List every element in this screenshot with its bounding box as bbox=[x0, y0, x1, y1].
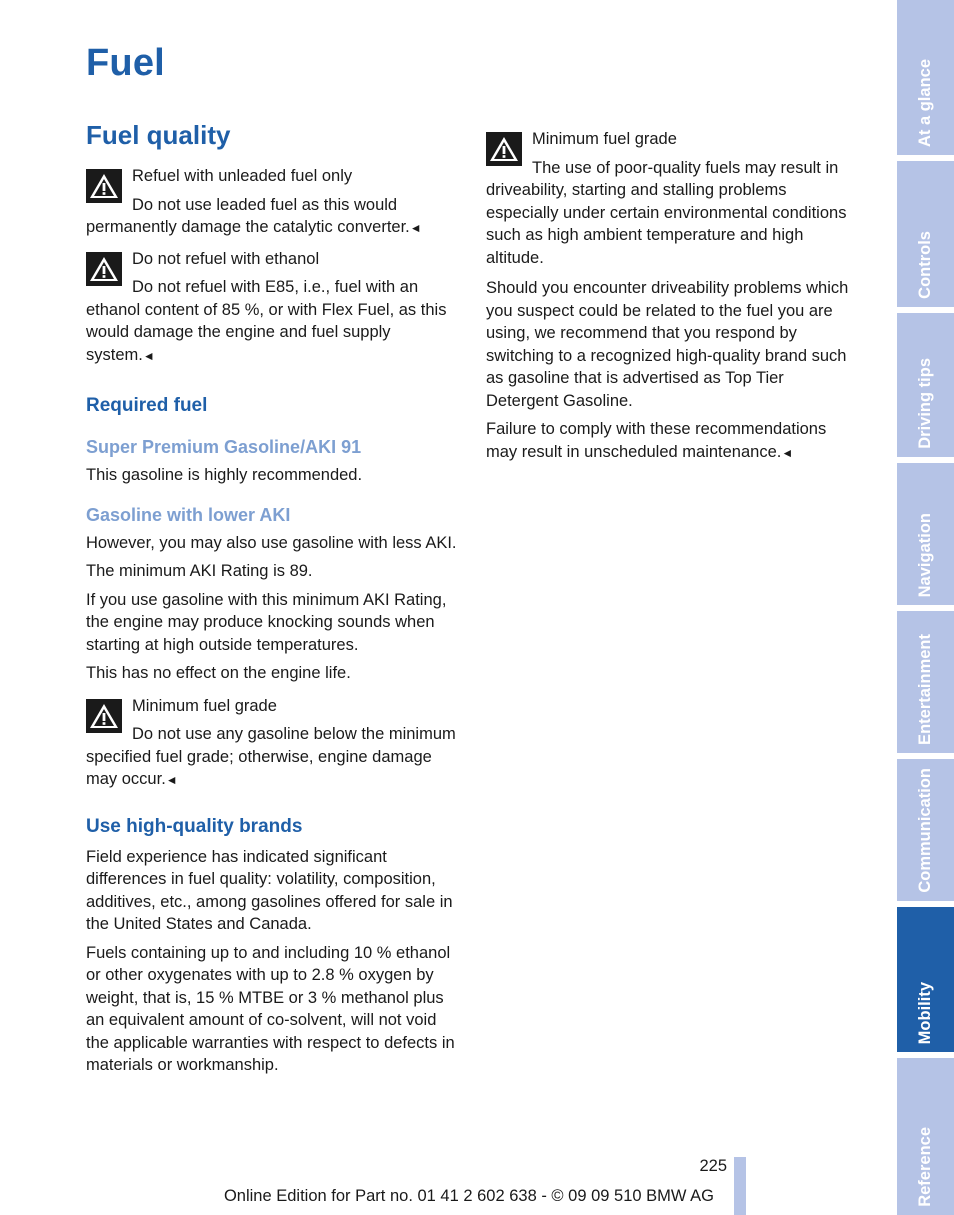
footer-edition: Online Edition for Part no. 01 41 2 602 638 - © 09 09 510 BMW AG bbox=[223, 1187, 714, 1205]
page-number: 225 bbox=[699, 1157, 727, 1175]
page-title: Fuel bbox=[86, 42, 165, 84]
paragraph: The minimum AKI Rating is 89. bbox=[86, 562, 313, 580]
heading-super-premium: Super Premium Gasoline/AKI 91 bbox=[86, 437, 362, 457]
tab-controls[interactable] bbox=[897, 161, 954, 307]
tab-label: Driving tips bbox=[916, 358, 934, 449]
tab-label: Mobility bbox=[916, 981, 934, 1044]
end-mark: ◄ bbox=[165, 773, 178, 787]
warning-body: Do not refuel with E85, i.e., fuel with an ethanol content of 85 %, or with Flex Fuel, as this would damage the engine and fuel supply system. bbox=[86, 278, 447, 364]
warning-body: Do not use leaded fuel as this would permanently damage the catalytic converter. bbox=[86, 195, 410, 236]
tab-driving-tips[interactable] bbox=[897, 313, 954, 457]
warning-title: Minimum fuel grade bbox=[532, 130, 677, 148]
page-number-bar bbox=[734, 1157, 746, 1215]
tab-entertainment[interactable] bbox=[897, 611, 954, 753]
tab-mobility[interactable] bbox=[897, 907, 954, 1052]
paragraph: If you use gasoline with this minimum AKI Rating, the engine may produce knocking sounds when starting at high outside temperatures. bbox=[86, 590, 447, 654]
warning-minimum-fuel-grade bbox=[86, 695, 458, 792]
warning-unleaded bbox=[86, 165, 458, 240]
tab-at-a-glance[interactable] bbox=[897, 0, 954, 155]
paragraph-text: Failure to comply with these recommendations may result in unscheduled maintenance. bbox=[486, 420, 827, 461]
tab-reference[interactable] bbox=[897, 1058, 954, 1215]
warning-triangle-icon bbox=[486, 132, 522, 166]
warning-triangle-icon bbox=[86, 169, 122, 203]
heading-required-fuel: Required fuel bbox=[86, 395, 208, 416]
paragraph bbox=[486, 418, 858, 464]
warning-triangle-icon bbox=[86, 699, 122, 733]
tab-communication[interactable] bbox=[897, 759, 954, 901]
warning-body: The use of poor-quality fuels may result in driveability, starting and stalling problems especially under certain environmental conditions such as high ambient temperature and high altitude. bbox=[486, 158, 847, 267]
end-mark: ◄ bbox=[409, 221, 422, 235]
warning-title: Do not refuel with ethanol bbox=[132, 249, 320, 268]
paragraph: Field experience has indicated significant differences in fuel quality: volatility, composition, additives, etc., among gasolines offered for sale in the United States and Canada. bbox=[86, 847, 453, 933]
warning-title: Minimum fuel grade bbox=[132, 696, 277, 715]
warning-poor-quality-fuels bbox=[486, 128, 858, 269]
tab-label: Reference bbox=[916, 1127, 934, 1207]
warning-triangle-icon bbox=[86, 252, 122, 286]
tab-label: Communication bbox=[916, 768, 934, 893]
heading-high-quality-brands: Use high-quality brands bbox=[86, 815, 303, 837]
tab-navigation[interactable] bbox=[897, 463, 954, 605]
paragraph: This gasoline is highly recommended. bbox=[86, 466, 363, 484]
paragraph: Fuels containing up to and including 10 % ethanol or other oxygenates with up to 2.8 % oxygen by weight, that is, 15 % MTBE or 3 % methanol plus an equivalent amount of co-solvent, will not void the applicable warranties with respect to defects in materials or workmanship. bbox=[86, 943, 455, 1074]
chapter-sidebar bbox=[897, 0, 954, 1215]
tab-label: Navigation bbox=[916, 512, 934, 597]
heading-lower-aki: Gasoline with lower AKI bbox=[86, 504, 291, 525]
tab-label: At a glance bbox=[916, 58, 934, 147]
end-mark: ◄ bbox=[781, 445, 794, 460]
right-column bbox=[486, 128, 858, 470]
paragraph: However, you may also use gasoline with less AKI. bbox=[86, 533, 457, 552]
paragraph: This has no effect on the engine life. bbox=[86, 664, 351, 682]
end-mark: ◄ bbox=[142, 348, 155, 363]
warning-ethanol bbox=[86, 248, 458, 368]
left-column bbox=[86, 120, 458, 1083]
warning-title: Refuel with unleaded fuel only bbox=[132, 167, 353, 185]
tab-label: Controls bbox=[916, 231, 934, 299]
warning-body: Do not use any gasoline below the minimum specified fuel grade; otherwise, engine damage may occur. bbox=[86, 725, 456, 788]
paragraph: Should you encounter driveability problems which you suspect could be related to the fuel you are using, we recommend that you respond by switching to a recognized high-quality brand such as gasoline that is advertised as Top Tier Detergent Gasoline. bbox=[486, 279, 849, 410]
section-title-fuel-quality: Fuel quality bbox=[86, 120, 231, 150]
tab-label: Entertainment bbox=[916, 634, 934, 745]
